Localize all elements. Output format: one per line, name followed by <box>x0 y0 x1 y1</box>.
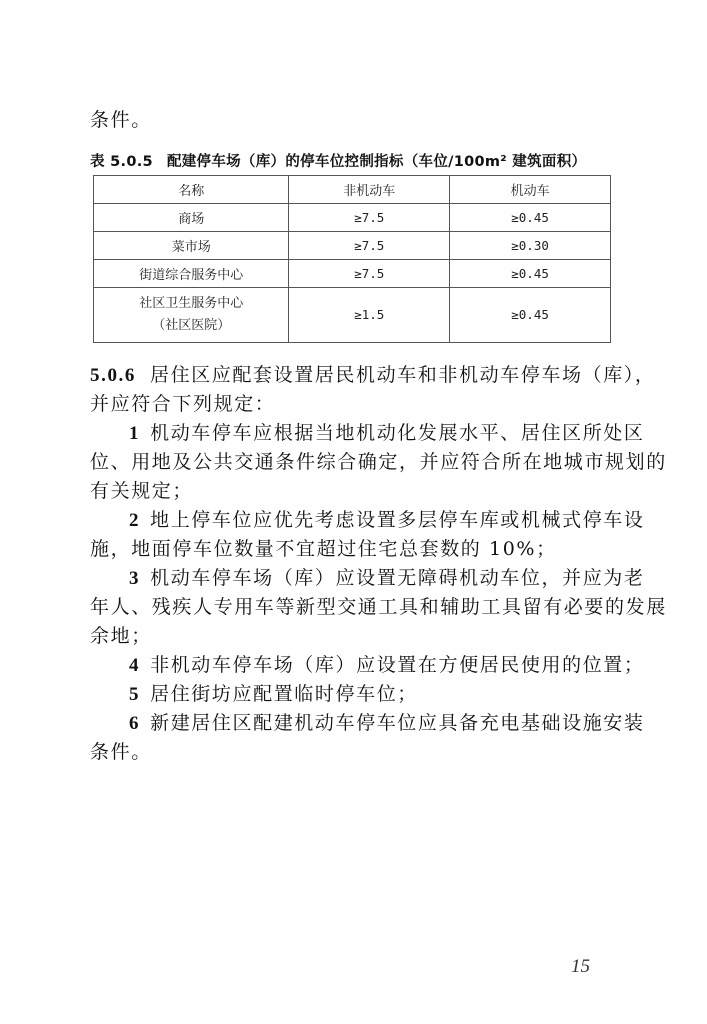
table-row <box>94 232 611 260</box>
cell-motor: ≥0.45 <box>450 204 611 232</box>
item-3-line3: 余地； <box>90 625 152 647</box>
table-caption <box>90 150 620 171</box>
table-row <box>94 260 611 288</box>
item-number: 4 <box>129 655 141 676</box>
cell-non-motor: ≥7.5 <box>289 204 450 232</box>
cell-name-line2: （社区医院） <box>152 318 231 333</box>
header-non-motor: 非机动车 <box>289 176 450 204</box>
cell-name: 菜市场 <box>94 232 289 260</box>
item-1-line2: 位、用地及公共交通条件综合确定，并应符合所在地城市规划的 <box>90 451 667 473</box>
cell-name: 商场 <box>94 204 289 232</box>
item-number: 3 <box>129 568 141 589</box>
item-2-line2: 施，地面停车位数量不宜超过住宅总套数的 10%； <box>90 538 557 560</box>
list-item-2 <box>129 508 659 533</box>
item-number: 6 <box>129 713 141 734</box>
item-6-line2: 条件。 <box>90 741 152 763</box>
cell-name: 街道综合服务中心 <box>94 260 289 288</box>
item-text: 机动车停车场（库）应设置无障碍机动车位，并应为老 <box>150 567 645 589</box>
list-item-3 <box>129 566 659 591</box>
item-number: 2 <box>129 510 141 531</box>
table-header-row <box>94 176 611 204</box>
table-row <box>94 204 611 232</box>
header-motor: 机动车 <box>450 176 611 204</box>
cell-motor: ≥0.30 <box>450 232 611 260</box>
clause-number: 5.0.6 <box>90 365 136 386</box>
list-item-5 <box>129 682 659 707</box>
item-3-line2: 年人、残疾人专用车等新型交通工具和辅助工具留有必要的发展 <box>90 596 667 618</box>
clause-heading-line <box>90 363 656 388</box>
table-title: 配建停车场（库）的停车位控制指标（车位/100m² 建筑面积） <box>166 154 587 170</box>
clause-text-line1: 居住区应配套设置居民机动车和非机动车停车场（库）， <box>150 364 656 386</box>
item-text: 地上停车位应优先考虑设置多层停车库或机械式停车设 <box>150 509 645 531</box>
item-text: 机动车停车应根据当地机动化发展水平、居住区所处区 <box>150 422 645 444</box>
cell-name <box>94 288 289 343</box>
parking-index-table <box>93 175 611 343</box>
cell-non-motor: ≥1.5 <box>289 288 450 343</box>
item-number: 1 <box>129 423 141 444</box>
cell-motor: ≥0.45 <box>450 260 611 288</box>
page-number: 15 <box>571 956 590 977</box>
cell-motor: ≥0.45 <box>450 288 611 343</box>
clause-text-line2: 并应符合下列规定： <box>90 393 276 415</box>
table-number: 表 5.0.5 <box>90 154 153 170</box>
item-text: 新建居住区配建机动车停车位应具备充电基础设施安装 <box>150 712 645 734</box>
list-item-6 <box>129 711 659 736</box>
continuation-text: 条件。 <box>90 109 152 131</box>
item-number: 5 <box>129 684 141 705</box>
header-name: 名称 <box>94 176 289 204</box>
list-item-1 <box>129 421 659 446</box>
list-item-4 <box>129 653 659 678</box>
cell-non-motor: ≥7.5 <box>289 232 450 260</box>
cell-name-line1: 社区卫生服务中心 <box>139 296 244 311</box>
item-text: 非机动车停车场（库）应设置在方便居民使用的位置； <box>150 654 645 676</box>
item-text: 居住街坊应配置临时停车位； <box>150 683 418 705</box>
item-1-line3: 有关规定； <box>90 480 194 502</box>
cell-non-motor: ≥7.5 <box>289 260 450 288</box>
table-row <box>94 288 611 343</box>
